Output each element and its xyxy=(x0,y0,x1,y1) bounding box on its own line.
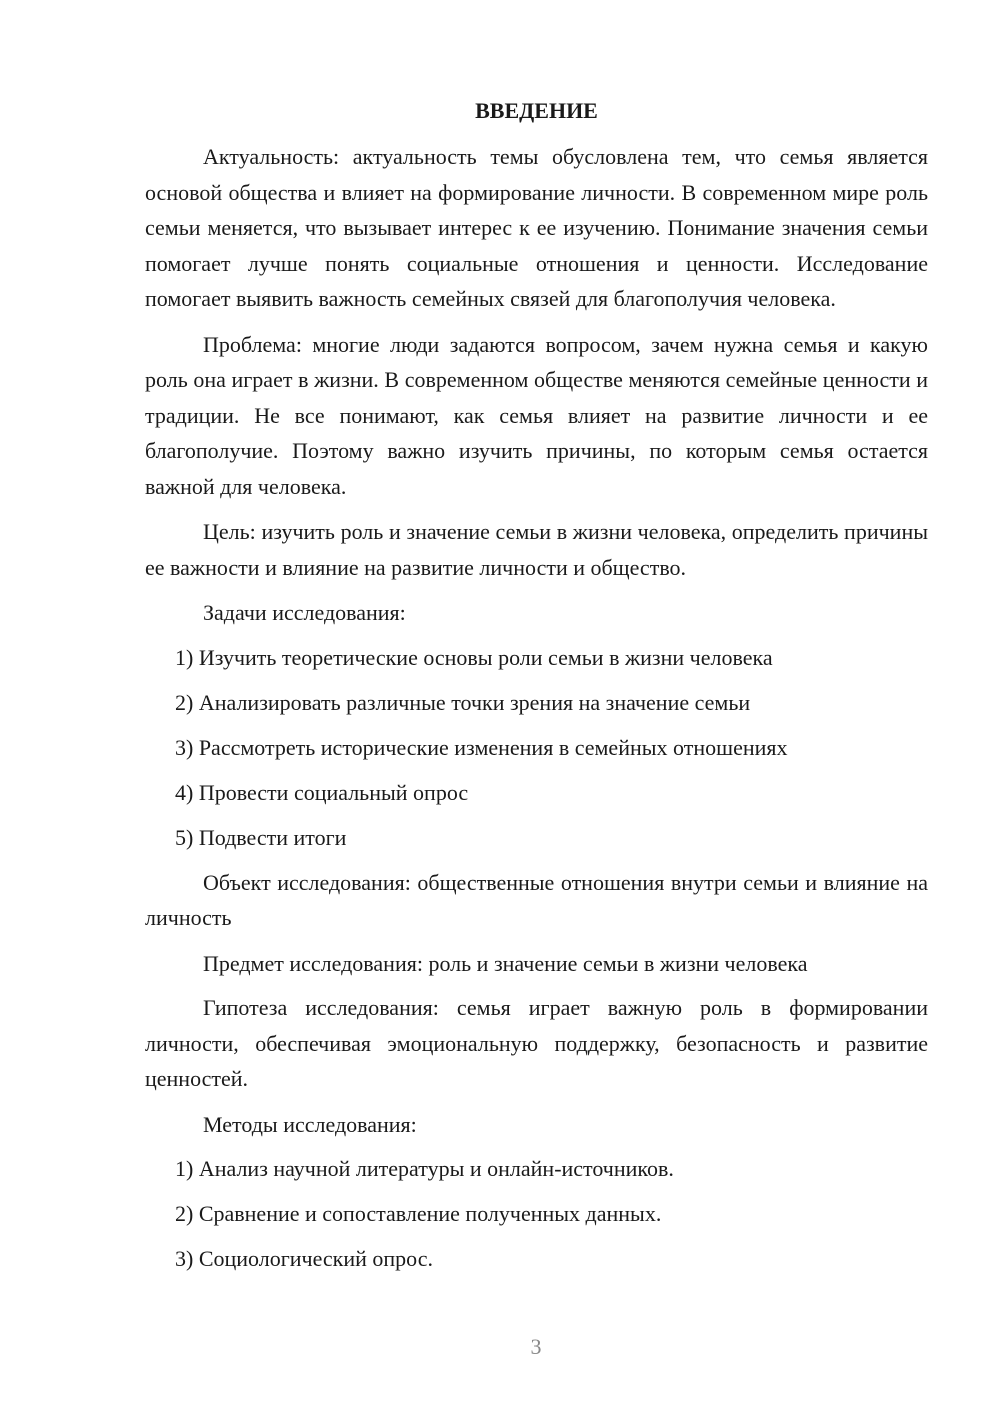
task-item: 1) Изучить теоретические основы роли семьи в жизни человека xyxy=(175,644,773,670)
task-item: 4) Провести социальный опрос xyxy=(175,779,469,805)
methods-heading: Методы исследования: xyxy=(203,1111,417,1137)
page-number: 3 xyxy=(530,1334,542,1359)
relevance-paragraph: Актуальность: актуальность темы обусловлена тем, что семья является основой общества и влияет на формирование личности. В современном мире роль семьи меняется, что вызывает интерес к ее изучению. Понимание значения семьи помогает лучше понять социальные отношения и ценности. Исследование помогает выявить важность семейных связей для благополучия человека. xyxy=(145,144,928,311)
document-page xyxy=(145,96,928,1286)
tasks-heading: Задачи исследования: xyxy=(203,600,406,625)
problem-paragraph: Проблема: многие люди задаются вопросом, зачем нужна семья и какую роль она играет в жизни. В современном обществе меняются семейные ценности и традиции. Не все понимают, как семья влияет на развитие личности и ее благополучие. Поэтому важно изучить причины, по которым семья остается важной для человека. xyxy=(145,331,928,499)
method-item: 3) Социологический опрос. xyxy=(175,1246,433,1271)
task-item: 3) Рассмотреть исторические изменения в семейных отношениях xyxy=(175,734,788,760)
method-item: 2) Сравнение и сопоставление полученных данных. xyxy=(175,1201,662,1226)
object-paragraph: Объект исследования: общественные отношения внутри семьи и влияние на личность xyxy=(145,869,928,930)
subject-paragraph: Предмет исследования: роль и значение семьи в жизни человека xyxy=(203,950,808,976)
section-title: ВВЕДЕНИЕ xyxy=(475,98,598,123)
goal-paragraph: Цель: изучить роль и значение семьи в жизни человека, определить причины ее важности и влияние на развитие личности и общество. xyxy=(145,519,928,580)
hypothesis-paragraph: Гипотеза исследования: семья играет важную роль в формировании личности, обеспечивая эмоциональную поддержку, безопасность и развитие ценностей. xyxy=(145,995,928,1091)
task-item: 2) Анализировать различные точки зрения на значение семьи xyxy=(175,689,751,715)
task-item: 5) Подвести итоги xyxy=(175,824,347,850)
method-item: 1) Анализ научной литературы и онлайн-источников. xyxy=(175,1156,674,1181)
